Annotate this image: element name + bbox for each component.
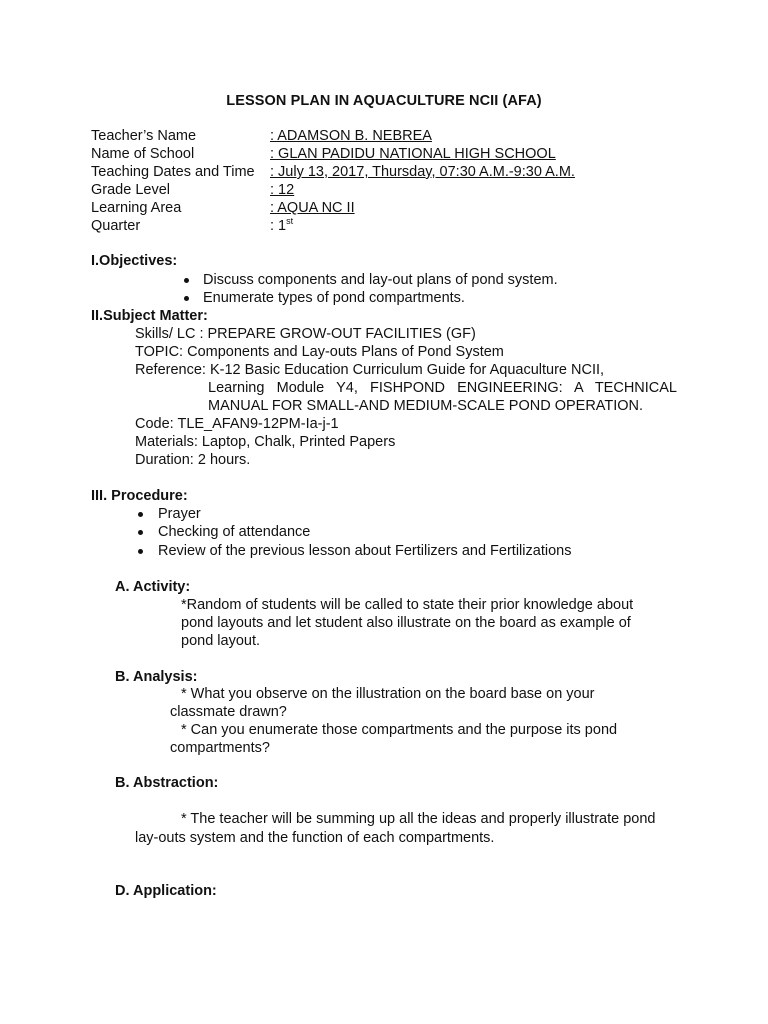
teacher-value: : ADAMSON B. NEBREA — [270, 128, 432, 144]
subject-reference-cont: MANUAL FOR SMALL-AND MEDIUM-SCALE POND OPERATION. — [208, 398, 644, 414]
dates-label: Teaching Dates and Time — [91, 164, 255, 180]
procedure-item: Prayer — [158, 506, 201, 522]
bullet-icon — [138, 549, 143, 554]
school-value: : GLAN PADIDU NATIONAL HIGH SCHOOL — [270, 146, 556, 162]
analysis-text: compartments? — [170, 740, 270, 756]
abstraction-heading: B. Abstraction: — [115, 775, 219, 791]
bullet-icon — [184, 296, 189, 301]
quarter-label: Quarter — [91, 218, 141, 234]
document-title: LESSON PLAN IN AQUACULTURE NCII (AFA) — [226, 93, 542, 109]
area-value: : AQUA NC II — [270, 200, 355, 216]
area-label: Learning Area — [91, 200, 182, 216]
analysis-heading: B. Analysis: — [115, 669, 198, 685]
grade-value: : 12 — [270, 182, 295, 198]
teacher-label: Teacher’s Name — [91, 128, 197, 144]
activity-text: pond layout. — [181, 633, 261, 649]
analysis-text: classmate drawn? — [170, 704, 287, 720]
procedure-item: Checking of attendance — [158, 524, 311, 540]
subject-materials: Materials: Laptop, Chalk, Printed Papers — [135, 434, 396, 450]
school-label: Name of School — [91, 146, 195, 162]
bullet-icon — [138, 530, 143, 535]
objectives-heading: I.Objectives: — [91, 253, 178, 269]
subject-duration: Duration: 2 hours. — [135, 452, 251, 468]
activity-text: *Random of students will be called to state their prior knowledge about — [181, 597, 634, 613]
subject-reference: Reference: K-12 Basic Education Curriculum Guide for Aquaculture NCII, — [135, 362, 605, 378]
subject-skills: Skills/ LC : PREPARE GROW-OUT FACILITIES (GF) — [135, 326, 476, 342]
objective-item: Enumerate types of pond compartments. — [203, 290, 465, 306]
abstraction-text: lay-outs system and the function of each compartments. — [135, 830, 495, 846]
application-heading: D. Application: — [115, 883, 217, 899]
procedure-heading: III. Procedure: — [91, 488, 188, 504]
procedure-item: Review of the previous lesson about Fertilizers and Fertilizations — [158, 543, 572, 559]
bullet-icon — [184, 278, 189, 283]
analysis-text: * What you observe on the illustration on the board base on your — [181, 686, 595, 702]
abstraction-text: * The teacher will be summing up all the ideas and properly illustrate pond — [181, 811, 656, 827]
grade-label: Grade Level — [91, 182, 170, 198]
subject-code: Code: TLE_AFAN9-12PM-Ia-j-1 — [135, 416, 339, 432]
activity-heading: A. Activity: — [115, 579, 191, 595]
dates-value: : July 13, 2017, Thursday, 07:30 A.M.-9:30 A.M. — [270, 164, 575, 180]
quarter-value: : 1st — [270, 216, 294, 234]
bullet-icon — [138, 512, 143, 517]
quarter-superscript: st — [286, 216, 294, 227]
analysis-text: * Can you enumerate those compartments and the purpose its pond — [181, 722, 618, 738]
activity-text: pond layouts and let student also illustrate on the board as example of — [181, 615, 631, 631]
subject-heading: II.Subject Matter: — [91, 308, 208, 324]
subject-topic: TOPIC: Components and Lay-outs Plans of Pond System — [135, 344, 504, 360]
subject-reference-cont: Learning Module Y4, FISHPOND ENGINEERING: A TECHNICAL — [208, 380, 677, 396]
objective-item: Discuss components and lay-out plans of pond system. — [203, 272, 558, 288]
